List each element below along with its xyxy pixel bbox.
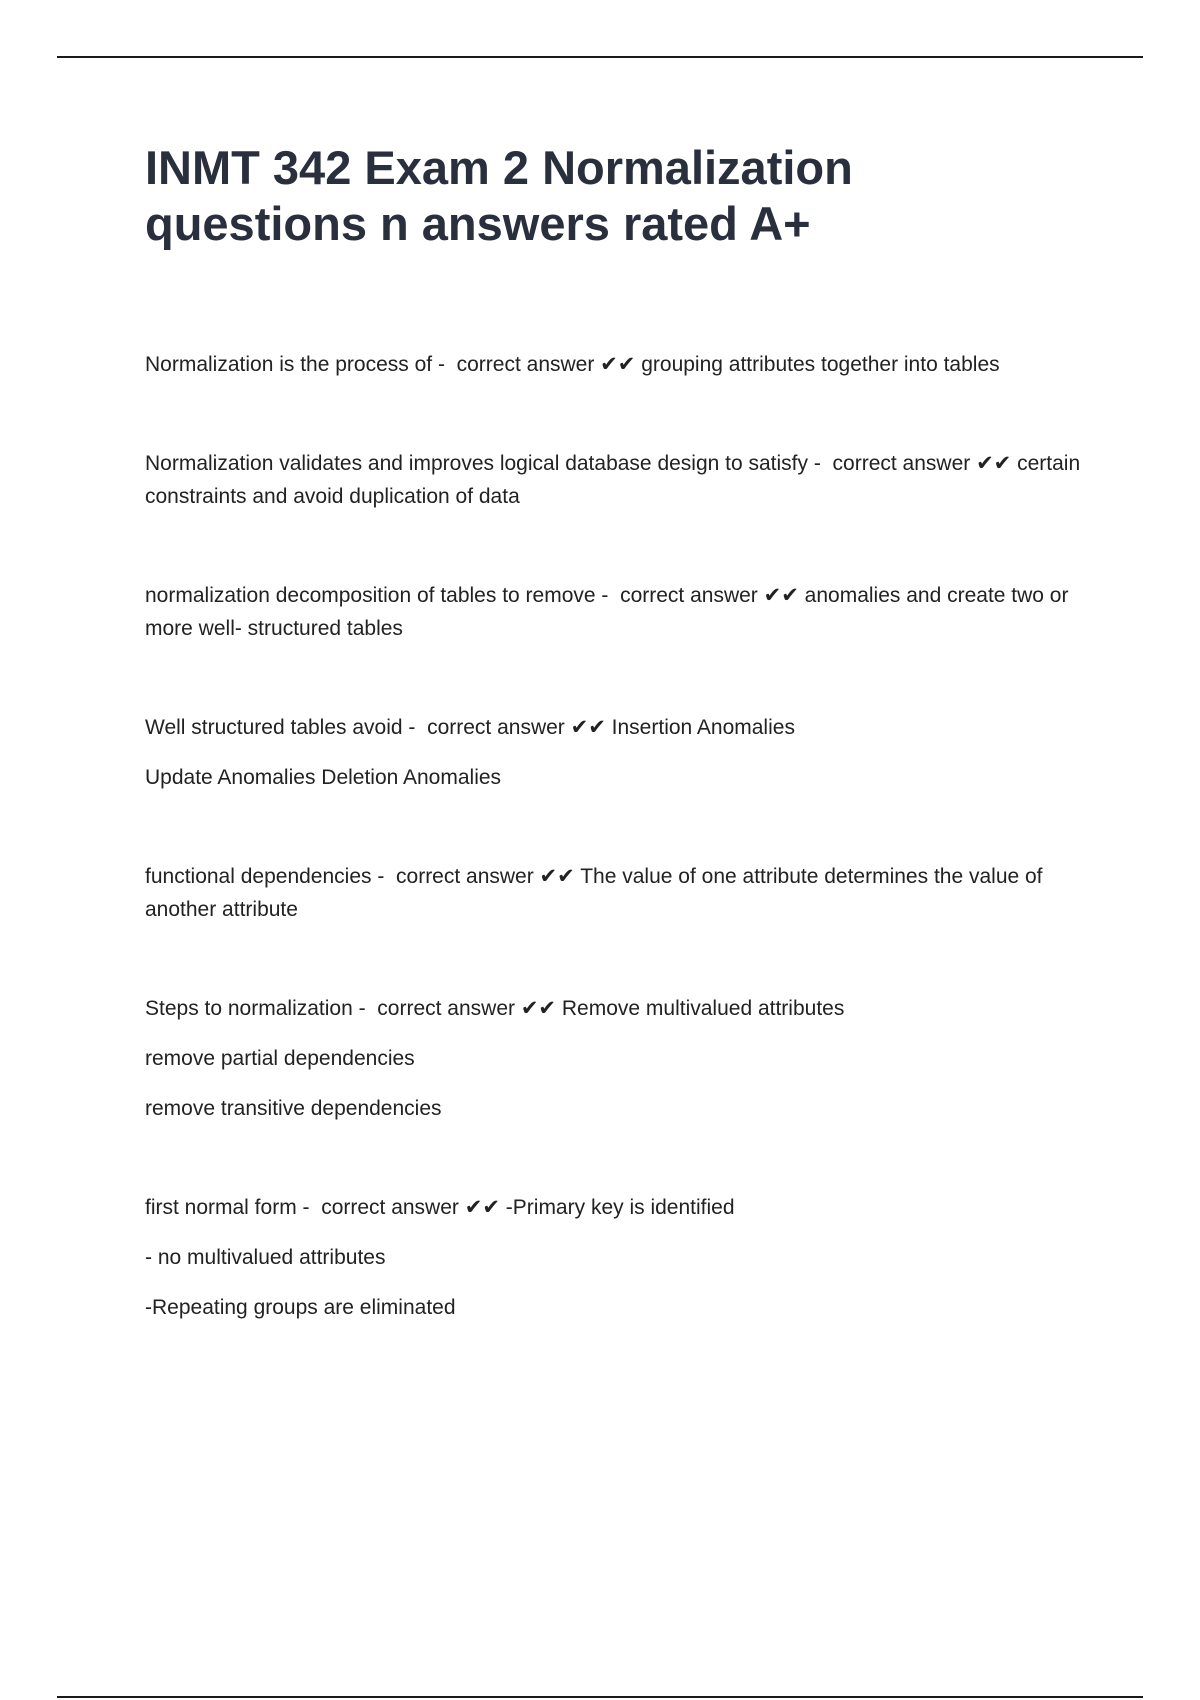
answer-line: -Repeating groups are eliminated <box>145 1296 456 1319</box>
qa-item <box>145 860 1085 926</box>
answer-line: - no multivalued attributes <box>145 1246 386 1269</box>
qa-item <box>145 711 1085 794</box>
qa-item <box>145 348 1085 381</box>
bottom-rule <box>57 1696 1143 1698</box>
answer-text: -Primary key is identified <box>505 1196 735 1219</box>
question-text: Steps to normalization - <box>145 997 366 1020</box>
correct-answer-marker: correct answer ✔✔ <box>377 997 557 1020</box>
answer-text: Remove multivalued attributes <box>561 997 845 1020</box>
correct-answer-marker: correct answer ✔✔ <box>832 452 1012 475</box>
qa-list <box>145 348 1085 1324</box>
question-text: first normal form - <box>145 1196 310 1219</box>
correct-answer-marker: correct answer ✔✔ <box>427 716 606 739</box>
answer-text: anomalies and create two or more well- structured tables <box>145 584 1069 640</box>
answer-line: Update Anomalies Deletion Anomalies <box>145 766 502 789</box>
qa-item <box>145 992 1085 1125</box>
qa-item <box>145 579 1085 645</box>
question-text: Normalization validates and improves logical database design to satisfy - <box>145 452 821 475</box>
answer-text: Insertion Anomalies <box>611 716 795 739</box>
correct-answer-marker: correct answer ✔✔ <box>456 353 636 376</box>
document-title: INMT 342 Exam 2 Normalization questions n answers rated A+ <box>145 141 853 250</box>
question-text: functional dependencies - <box>145 865 385 888</box>
document-body <box>145 140 1085 1390</box>
qa-item <box>145 1191 1085 1324</box>
qa-item <box>145 447 1085 513</box>
correct-answer-marker: correct answer ✔✔ <box>620 584 799 607</box>
answer-text: The value of one attribute determines the value of another attribute <box>145 865 1043 921</box>
question-text: Well structured tables avoid - <box>145 716 416 739</box>
top-rule <box>57 56 1143 58</box>
answer-text: grouping attributes together into tables <box>641 353 1000 376</box>
question-text: normalization decomposition of tables to remove - <box>145 584 609 607</box>
answer-line: remove transitive dependencies <box>145 1097 442 1120</box>
correct-answer-marker: correct answer ✔✔ <box>396 865 575 888</box>
question-text: Normalization is the process of - <box>145 353 445 376</box>
correct-answer-marker: correct answer ✔✔ <box>321 1196 500 1219</box>
answer-text: certain constraints and avoid duplication of data <box>145 452 1081 508</box>
answer-line: remove partial dependencies <box>145 1047 415 1070</box>
